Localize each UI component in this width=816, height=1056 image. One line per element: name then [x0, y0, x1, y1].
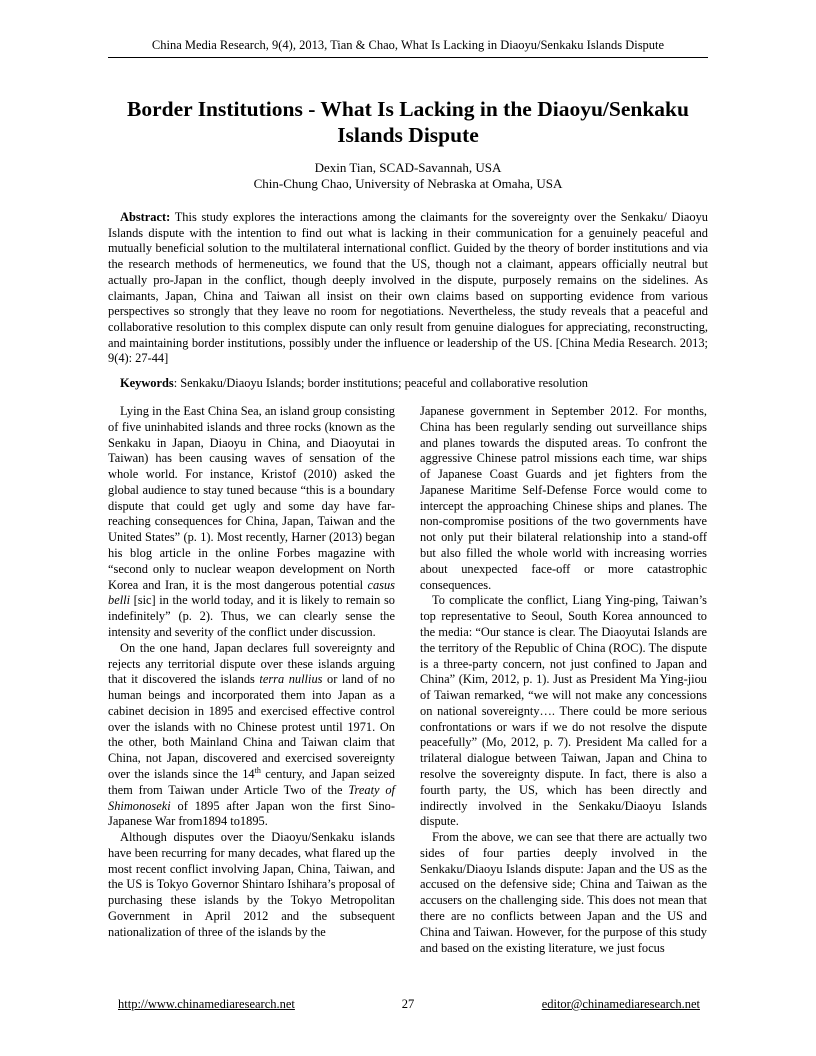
paragraph [108, 404, 395, 641]
italic-term: Treaty of [348, 782, 395, 797]
page-number: 27 [401, 997, 415, 1011]
superscript: th [254, 765, 261, 775]
abstract-label: Abstract: [120, 210, 171, 224]
paragraph: Japanese government in September 2012. For months, China has been regularly sending out surveillance ships and planes towards the disputed areas. To confront the aggressive Chinese patrol missions each time, war ships of Japanese Coast Guards and jet fighters from the Japanese Maritime Self-Defense Force would come to intercept the approaching Chinese ships and planes. The non-compromise positions of the two governments have not only put their bilateral relationship into a stand-off but also filled the whole world with increasing worries about unexpected face-off or more catastrophic consequences. [420, 404, 707, 592]
paragraph [108, 641, 395, 830]
italic-term: terra nullius [259, 672, 323, 687]
paragraph-text: On the one hand, Japan declares full sovereignty and rejects any territorial dispute over these islands arguing that it discovered the islands [108, 640, 395, 687]
running-header: China Media Research, 9(4), 2013, Tian & Chao, What Is Lacking in Diaoyu/Senkaku Islands Dispute [151, 38, 665, 52]
paragraph: From the above, we can see that there are actually two sides of four parties deeply involved in the Senkaku/Diaoyu Islands dispute: Japan and the US as the accused on the defensive side; China and Taiwan as the accusers on the challenging side. This does not mean that there are no conflicts between Japan and the US and China and Taiwan. However, for the purpose of this study and based on the existing literature, we just focus [420, 830, 707, 955]
italic-term: casus belli [108, 577, 395, 608]
author-list [108, 160, 708, 192]
abstract [108, 210, 708, 367]
paragraph-text: century, and Japan seized them from Taiwan under Article Two of the [108, 766, 395, 797]
article-title: Border Institutions - What Is Lacking in the Diaoyu/Senkaku Islands Dispute [127, 97, 689, 147]
italic-term: Shimonoseki [108, 798, 171, 813]
author-2: Chin-Chung Chao, University of Nebraska at Omaha, USA [253, 176, 563, 191]
keywords [108, 376, 708, 392]
author-1: Dexin Tian, SCAD-Savannah, USA [314, 160, 502, 175]
keywords-text: : Senkaku/Diaoyu Islands; border institutions; peaceful and collaborative resolution [173, 376, 589, 390]
paragraph-text: or land of no human beings and incorporated them into Japan as a cabinet decision in 1895 and exercised effective control over the islands with no Chinese protest until 1971. On the other, both Mainland China and Taiwan claim that China, not Japan, discovered and exercised sovereignty over the islands since the 14 [108, 672, 395, 781]
page-footer [108, 996, 708, 1012]
paragraph-text: of 1895 after Japan won the first Sino-Japanese War from1894 to1895. [108, 798, 395, 829]
keywords-label: Keywords [120, 376, 174, 390]
paragraph-text: Lying in the East China Sea, an island group consisting of five uninhabited islands and three rocks (known as the Senkaku in Japan, Diaoyu in China, and Diaoyutai in Taiwan) has been causing waves of sensation of the whole world. For instance, Kristof (2010) asked the global audience to stay tuned because “this is a boundary dispute that could get ugly and some day have far-reaching consequences for China, Japan, Taiwan and the United States” (p. 1). Most recently, Harner (2013) began his blog article in the online Forbes magazine with “second only to nuclear weapon development on North Korea and Iran, it is the most dangerous potential [108, 404, 395, 592]
website-link[interactable]: http://www.chinamediaresearch.net [118, 997, 295, 1011]
paragraph: To complicate the conflict, Liang Ying-ping, Taiwan’s top representative to Seoul, South Korea announced to the media: “Our stance is clear. The Diaoyutai Islands are the territory of the Republic of China (ROC). The dispute is a three-party concern, not just confined to Japan and China” (Kim, 2012, p. 1). Just as President Ma Ying-jiou of Taiwan remarked, “we will not make any concessions on national sovereignty…. There could be more serious confrontations or wars if we do not resolve the dispute peacefully” (Mo, 2012, p. 7). President Ma called for a trilateral dialogue between Taiwan, Japan and China to resolve the sovereignty dispute. In fact, there is also a fourth party, the US, which has been directly and indirectly involved in the Senkaku/Diaoyu Islands dispute. [420, 593, 707, 829]
abstract-text: This study explores the interactions among the claimants for the sovereignty over the Senkaku/ Diaoyu Islands dispute with the intention to find out what is lacking in their communication for a genuinely peaceful and mutually beneficial solution to the multilateral international conflict. Guided by the theory of border institutions and via the research methods of hermeneutics, we found that the US, though not a claimant, appears officially neutral but actually pro-Japan in the conflict, though deeply involved in the dispute, purposely remains on the sidelines. As claimants, Japan, China and Taiwan all insist on their own claims based on supporting evidence from various perspectives so strongly that they leave no room for negotiations. Nevertheless, the study reveals that a peaceful and collaborative resolution to this complex dispute can only result from genuine dialogues for appreciating, reconstructing, and maintaining border institutions, possibly under the influence or leadership of the US. [China Media Research. 2013; 9(4): 27-44] [108, 210, 708, 366]
email-link[interactable]: editor@chinamediaresearch.net [541, 997, 700, 1011]
header-divider [108, 57, 708, 58]
paragraph: Although disputes over the Diaoyu/Senkaku islands have been recurring for many decades, what flared up the most recent conflict involving Japan, China, Taiwan, and the US is Tokyo Governor Shintaro Ishihara’s proposal of purchasing these islands by the Tokyo Metropolitan Government in April 2012 and the subsequent nationalization of three of the islands by the [108, 830, 395, 939]
paragraph-text: [sic] in the world today, and it is likely to remain so indefinitely” (p. 2). Thus, we can clearly sense the intensity and severity of the conflict under discussion. [108, 593, 395, 639]
right-column [420, 404, 707, 956]
left-column [108, 404, 395, 941]
